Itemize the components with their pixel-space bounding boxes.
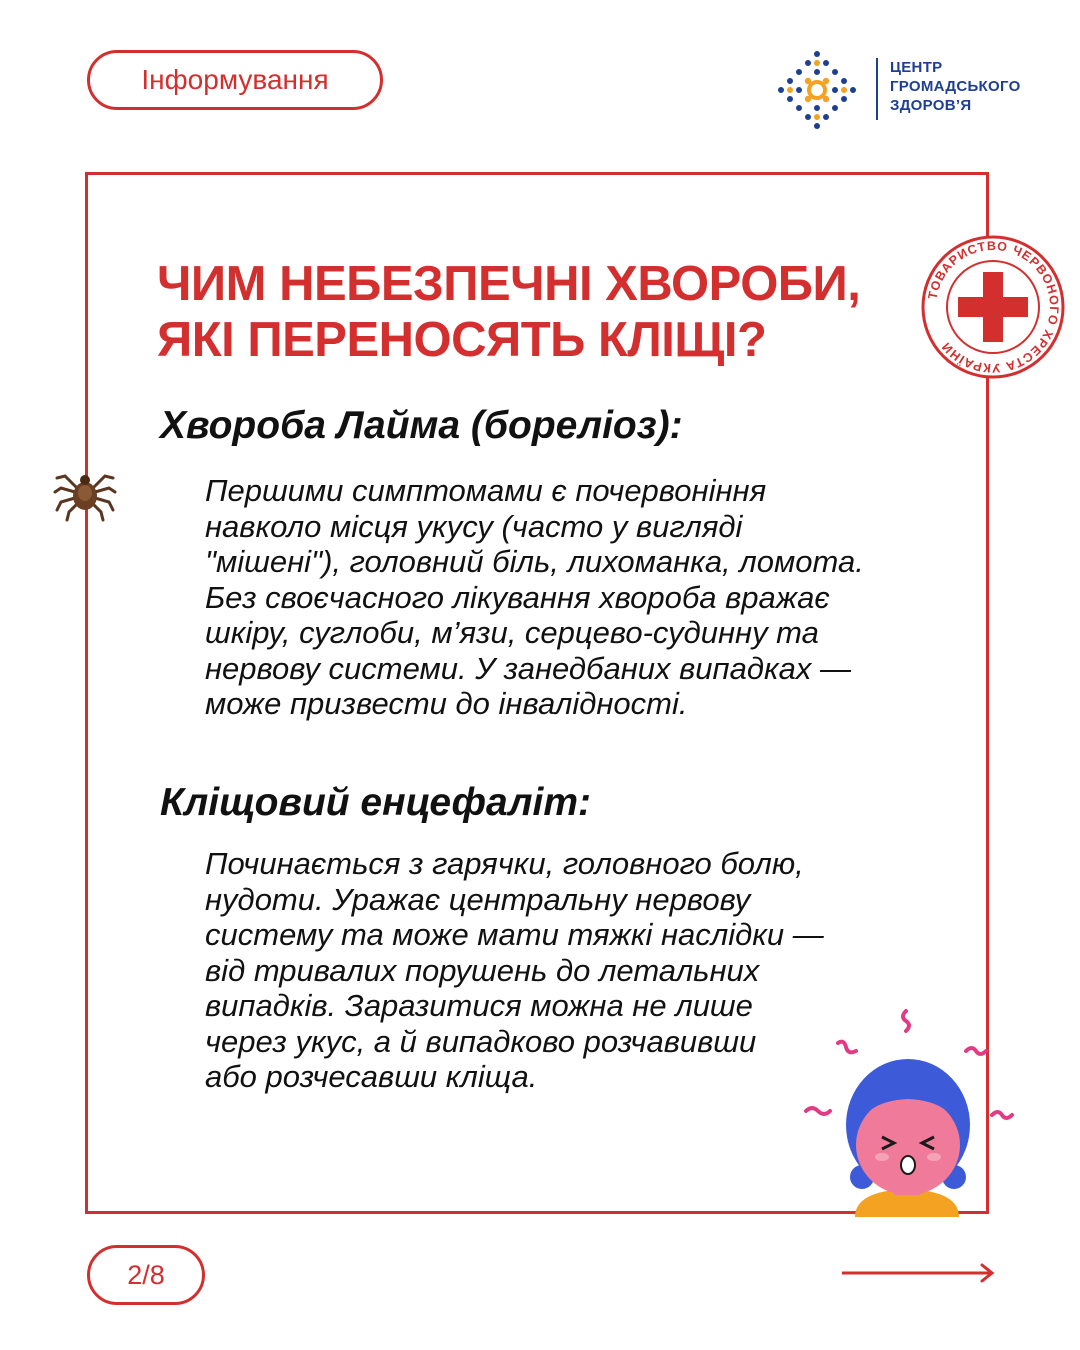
section-text-encephalitis: Починається з гарячки, головного болю, нудоти. Уражає центральну нервову систему та може мати тяжкі наслідки — від тривалих порушень до летальних випадків. Заразитися можна не лише через укус, а й випадково розчавивши або розчесавши кліща.	[205, 846, 824, 1094]
category-tag: Інформування	[87, 50, 383, 110]
section-text-lyme: Першими симптомами є почервоніння навколо місця укусу (часто у вигляді "мішені"), головний біль, лихоманка, ломота. Без своєчасного лікування хвороба вражає шкіру, суглоби, м’язи, серцево-судинну та нервову системи. У занедбаних випадках — може призвести до інвалідності.	[205, 473, 864, 721]
title-line-1: ЧИМ НЕБЕЗПЕЧНІ ХВОРОБИ,	[157, 257, 861, 311]
stamp-text: ТОВАРИСТВО ЧЕРВОНОГО ХРЕСТА УКРАЇНИ	[925, 238, 1062, 376]
sick-girl-illustration	[800, 1005, 1015, 1217]
page-indicator: 2/8	[87, 1245, 205, 1305]
page-title	[157, 256, 917, 368]
red-cross-stamp-icon	[918, 232, 1068, 382]
logo-divider	[876, 58, 878, 120]
logo-text	[890, 58, 1021, 115]
tick-icon	[53, 462, 117, 522]
logo-line-3: ЗДОРОВ’Я	[890, 97, 972, 114]
section-heading-encephalitis: Кліщовий енцефаліт:	[160, 781, 591, 824]
title-line-2: ЯКІ ПЕРЕНОСЯТЬ КЛІЩІ?	[157, 313, 767, 367]
section-heading-lyme: Хвороба Лайма (бореліоз):	[160, 404, 683, 447]
logo-line-1: ЦЕНТР	[890, 59, 943, 76]
next-arrow-icon[interactable]	[840, 1262, 998, 1284]
logo-line-2: ГРОМАДСЬКОГО	[890, 78, 1021, 95]
